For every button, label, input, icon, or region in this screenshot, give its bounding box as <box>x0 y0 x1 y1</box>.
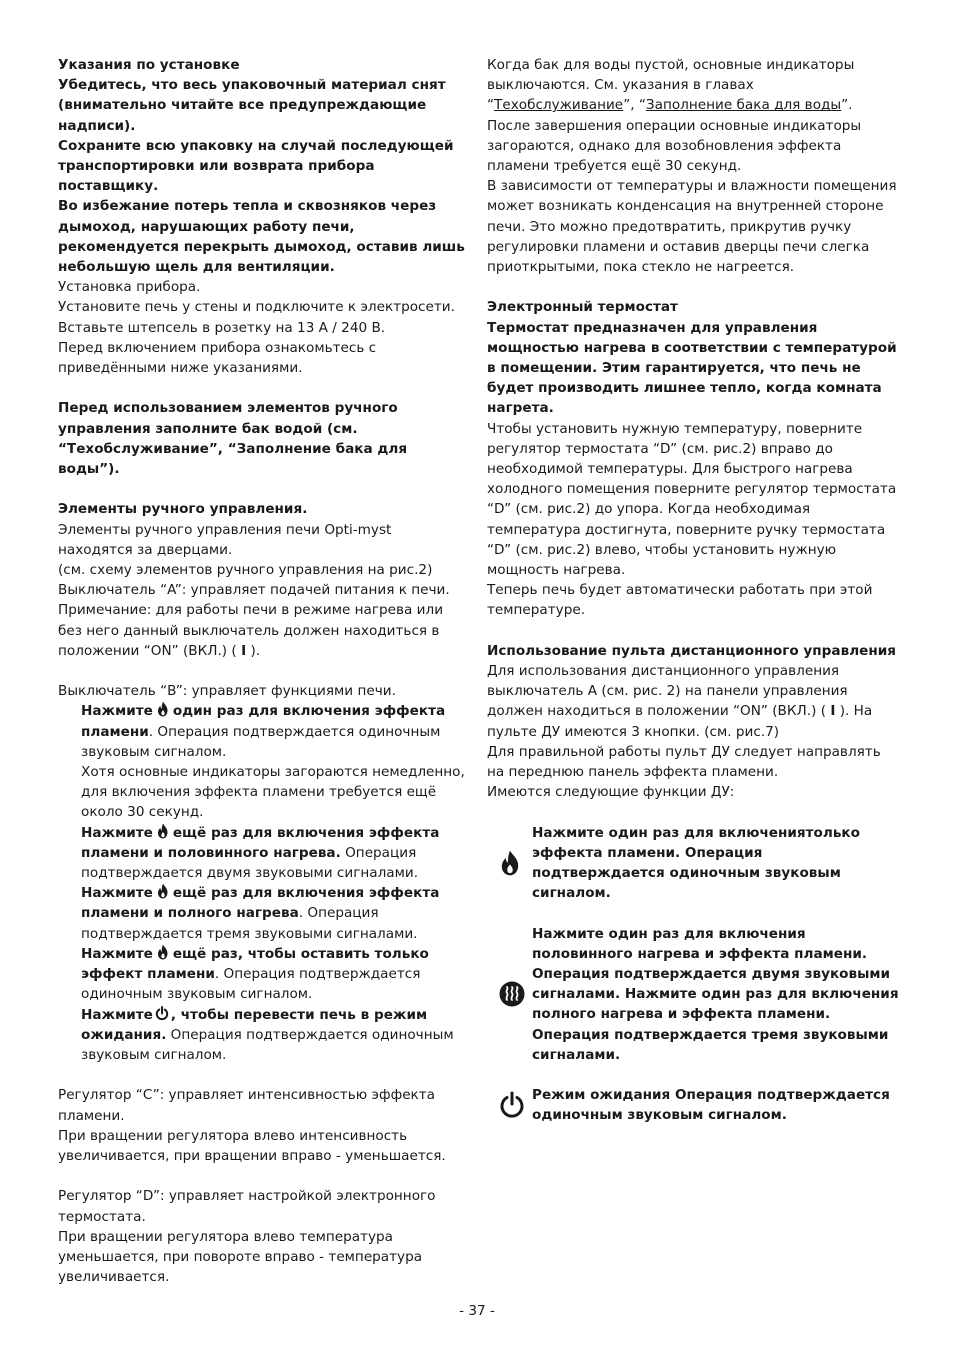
step-5: Нажмите , чтобы перевести печь в режим ожидания. Операция подтверждается одиночным звуковым сигналом. <box>81 1006 454 1063</box>
heat-icon <box>487 981 532 1007</box>
step-1: Нажмите один раз для включения эффекта пламени. Операция подтверждается одиночным звуковым сигналом. <box>81 703 446 760</box>
empty-tank-para: Когда бак для воды пустой, основные индикаторы выключаются. См. указания в главах “Техобслуживание”, “Заполнение бака для воды”. После завершения операции основные индикаторы загораются, однако для возобновления эффекта пламени требуется ещё 30 секунд. <box>487 57 862 175</box>
power-icon <box>155 1006 169 1021</box>
remote-function-heat-text: Нажмите один раз для включения половинного нагрева и эффекта пламени. Операция подтверждается двумя звуковыми сигналами. Нажмите один раз для включения полного нагрева и эффекта пламени. Операция подтверждается тремя звуковыми сигналами. <box>532 925 899 1063</box>
reg-d-para-1: Регулятор “D”: управляет настройкой электронного термостата. <box>58 1188 436 1225</box>
link-maintenance: Техобслуживание <box>494 97 624 114</box>
remote-function-standby <box>487 1085 899 1125</box>
install-para-4: Перед включением прибора ознакомьтесь с приведёнными ниже указаниями. <box>58 339 377 377</box>
step-1-note: Хотя основные индикаторы загораются немедленно, для включения эффекта пламени требуется ещё около 30 секунд. <box>81 764 465 821</box>
remote-function-flame <box>487 823 899 904</box>
link-fill-tank: Заполнение бака для воды <box>645 97 842 114</box>
manual-title: Элементы ручного управления. <box>58 501 308 518</box>
remote-para-1: Для использования дистанционного управления выключатель A (см. рис. 2) на панели управления должен находиться в положении “ON” (ВКЛ.) ( I ). На пульте ДУ имеются 3 кнопки. (см. рис.7) <box>487 663 873 740</box>
flame-icon <box>155 883 171 899</box>
reg-c-para-2: При вращении регулятора влево интенсивность увеличивается, при вращении вправо - уменьшается. <box>58 1127 446 1164</box>
thermostat-para-1: Чтобы установить нужную температуру, поверните регулятор термостата “D” (см. рис.2) вправо до необходимой температуры. Для быстрого нагрева холодного помещения поверните регулятор термостата “D” (см. рис.2) до упора. Когда необходимая температура достигнута, поверните ручку термостата “D” (см. рис.2) влево, чтобы установить нужную мощность нагрева. <box>487 420 897 579</box>
step-3: Нажмите ещё раз для включения эффекта пламени и полного нагрева. Операция подтверждается тремя звуковыми сигналами. <box>81 885 440 942</box>
manual-para-4: Примечание: для работы печи в режиме нагрева или без него данный выключатель должен находиться в положении “ON” (ВКЛ.) ( I ). <box>58 602 444 659</box>
reg-d-para-2: При вращении регулятора влево температура уменьшается, при повороте вправо - температура увеличивается. <box>58 1228 423 1286</box>
flame-icon <box>155 701 171 717</box>
flame-icon <box>487 850 532 876</box>
thermostat-title: Электронный термостат <box>487 299 678 316</box>
flame-icon <box>155 823 171 839</box>
install-bold-1: Убедитесь, что весь упаковочный материал снят (внимательно читайте все предупреждающие надписи). <box>58 77 446 134</box>
fill-warning: Перед использованием элементов ручного управления заполните бак водой (см. “Техобслуживание”, “Заполнение бака для воды”). <box>58 400 408 478</box>
remote-para-2: Для правильной работы пульт ДУ следует направлять на переднюю панель эффекта пламени. <box>487 743 881 781</box>
install-bold-3: Во избежание потерь тепла и сквозняков через дымоход, нарушающих работу печи, рекомендуется перекрыть дымоход, оставив лишь небольшую щель для вентиляции. <box>58 198 465 276</box>
remote-function-flame-text: Нажмите один раз для включениятолько эффекта пламени. Операция подтверждается одиночным звуковым сигналом. <box>532 824 860 902</box>
install-para-1: Установка прибора. <box>58 279 201 296</box>
step-2: Нажмите ещё раз для включения эффекта пламени и половинного нагрева. Операция подтверждается двумя звуковыми сигналами. <box>81 824 440 882</box>
flame-icon <box>155 944 171 960</box>
remote-title: Использование пульта дистанционного управления <box>487 642 897 659</box>
condensation-para: В зависимости от температуры и влажности помещения может возникать конденсация на внутренней стороне печи. Это можно предотвратить, прикрутив ручку регулировки пламени и оставив дверцы печи слегка приоткрытыми, пока стекло не нагреется. <box>487 178 897 276</box>
page-number: - 37 - <box>459 1303 495 1319</box>
install-para-3: Вставьте штепсель в розетку на 13 А / 240 В. <box>58 319 386 336</box>
manual-para-1: Элементы ручного управления печи Opti-myst находятся за дверцами. <box>58 521 392 558</box>
remote-function-heat <box>487 924 899 1065</box>
manual-para-2: (см. схему элементов ручного управления на рис.2) <box>58 562 433 579</box>
power-icon <box>487 1091 532 1119</box>
right-column <box>487 55 899 1126</box>
switch-b-title: Выключатель “B”: управляет функциями печи. <box>58 683 396 700</box>
reg-c-para-1: Регулятор “C”: управляет интенсивностью эффекта пламени. <box>58 1087 436 1124</box>
left-column <box>58 55 470 1287</box>
manual-para-3: Выключатель “A”: управляет подачей питания к печи. <box>58 582 450 599</box>
remote-para-3: Имеются следующие функции ДУ: <box>487 784 735 801</box>
step-4: Нажмите ещё раз, чтобы оставить только эффект пламени. Операция подтверждается одиночным звуковым сигналом. <box>81 945 429 1003</box>
thermostat-bold: Термостат предназначен для управления мощностью нагрева в соответствии с температурой в помещении. Этим гарантируется, что печь не будет производить лишнее тепло, когда комната нагрета. <box>487 319 897 417</box>
install-title: Указания по установке <box>58 57 240 73</box>
switch-b-steps <box>58 701 470 1065</box>
install-para-2: Установите печь у стены и подключите к электросети. <box>58 299 455 316</box>
thermostat-para-2: Теперь печь будет автоматически работать при этой температуре. <box>487 582 873 619</box>
remote-function-standby-text: Режим ожидания Операция подтверждается одиночным звуковым сигналом. <box>532 1087 890 1124</box>
install-bold-2: Сохраните всю упаковку на случай последующей транспортировки или возврата прибора поставщику. <box>58 137 454 195</box>
